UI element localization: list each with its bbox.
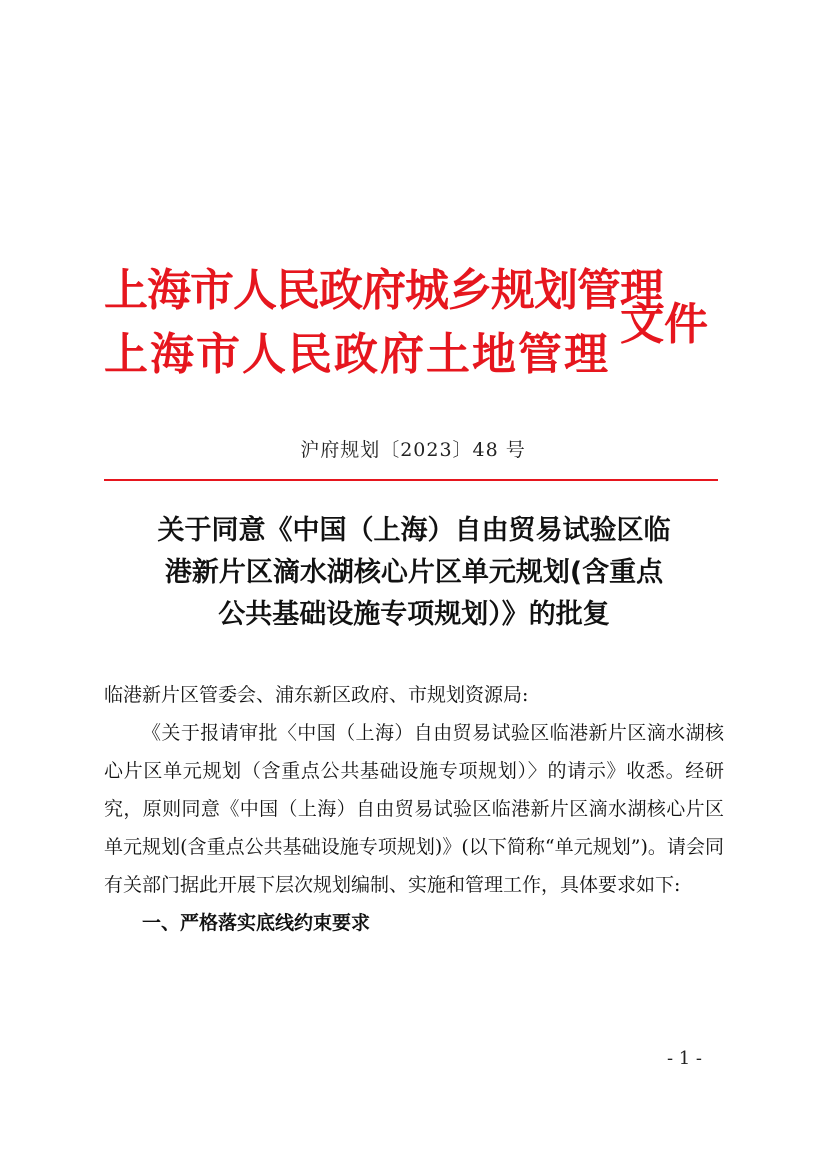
title-line-3: 公共基础设施专项规划）》的批复: [218, 599, 610, 630]
document-type-label: 文件: [620, 299, 708, 350]
document-header: [104, 262, 724, 392]
title-line-1: 关于同意《中国（上海）自由贸易试验区临: [157, 515, 671, 546]
page-number: - 1 -: [666, 1048, 702, 1069]
issuer-line-1: 上海市人民政府城乡规划管理: [104, 265, 663, 316]
document-title: [104, 510, 724, 636]
document-number: 沪府规划〔2023〕48 号: [300, 439, 526, 461]
title-line-2: 港新片区滴水湖核心片区单元规划(含重点: [164, 557, 664, 588]
body-paragraph: 《关于报请审批〈中国（上海）自由贸易试验区临港新片区滴水湖核心片区单元规划（含重点公共基础设施专项规划）〉的请示》收悉。经研究，原则同意《中国（上海）自由贸易试验区临港新片区滴水湖核心片区单元规划(含重点公共基础设施专项规划)》(以下简称“单元规划”)。请会同有关部门据此开展下层次规划编制、实施和管理工作，具体要求如下:: [104, 722, 724, 896]
issuer-line-2: 上海市人民政府土地管理: [104, 329, 610, 380]
section-heading: 一、严格落实底线约束要求: [142, 912, 371, 934]
red-divider-line: [104, 479, 718, 481]
addressee: 临港新片区管委会、浦东新区政府、市规划资源局:: [104, 684, 529, 706]
document-body: [104, 676, 724, 942]
